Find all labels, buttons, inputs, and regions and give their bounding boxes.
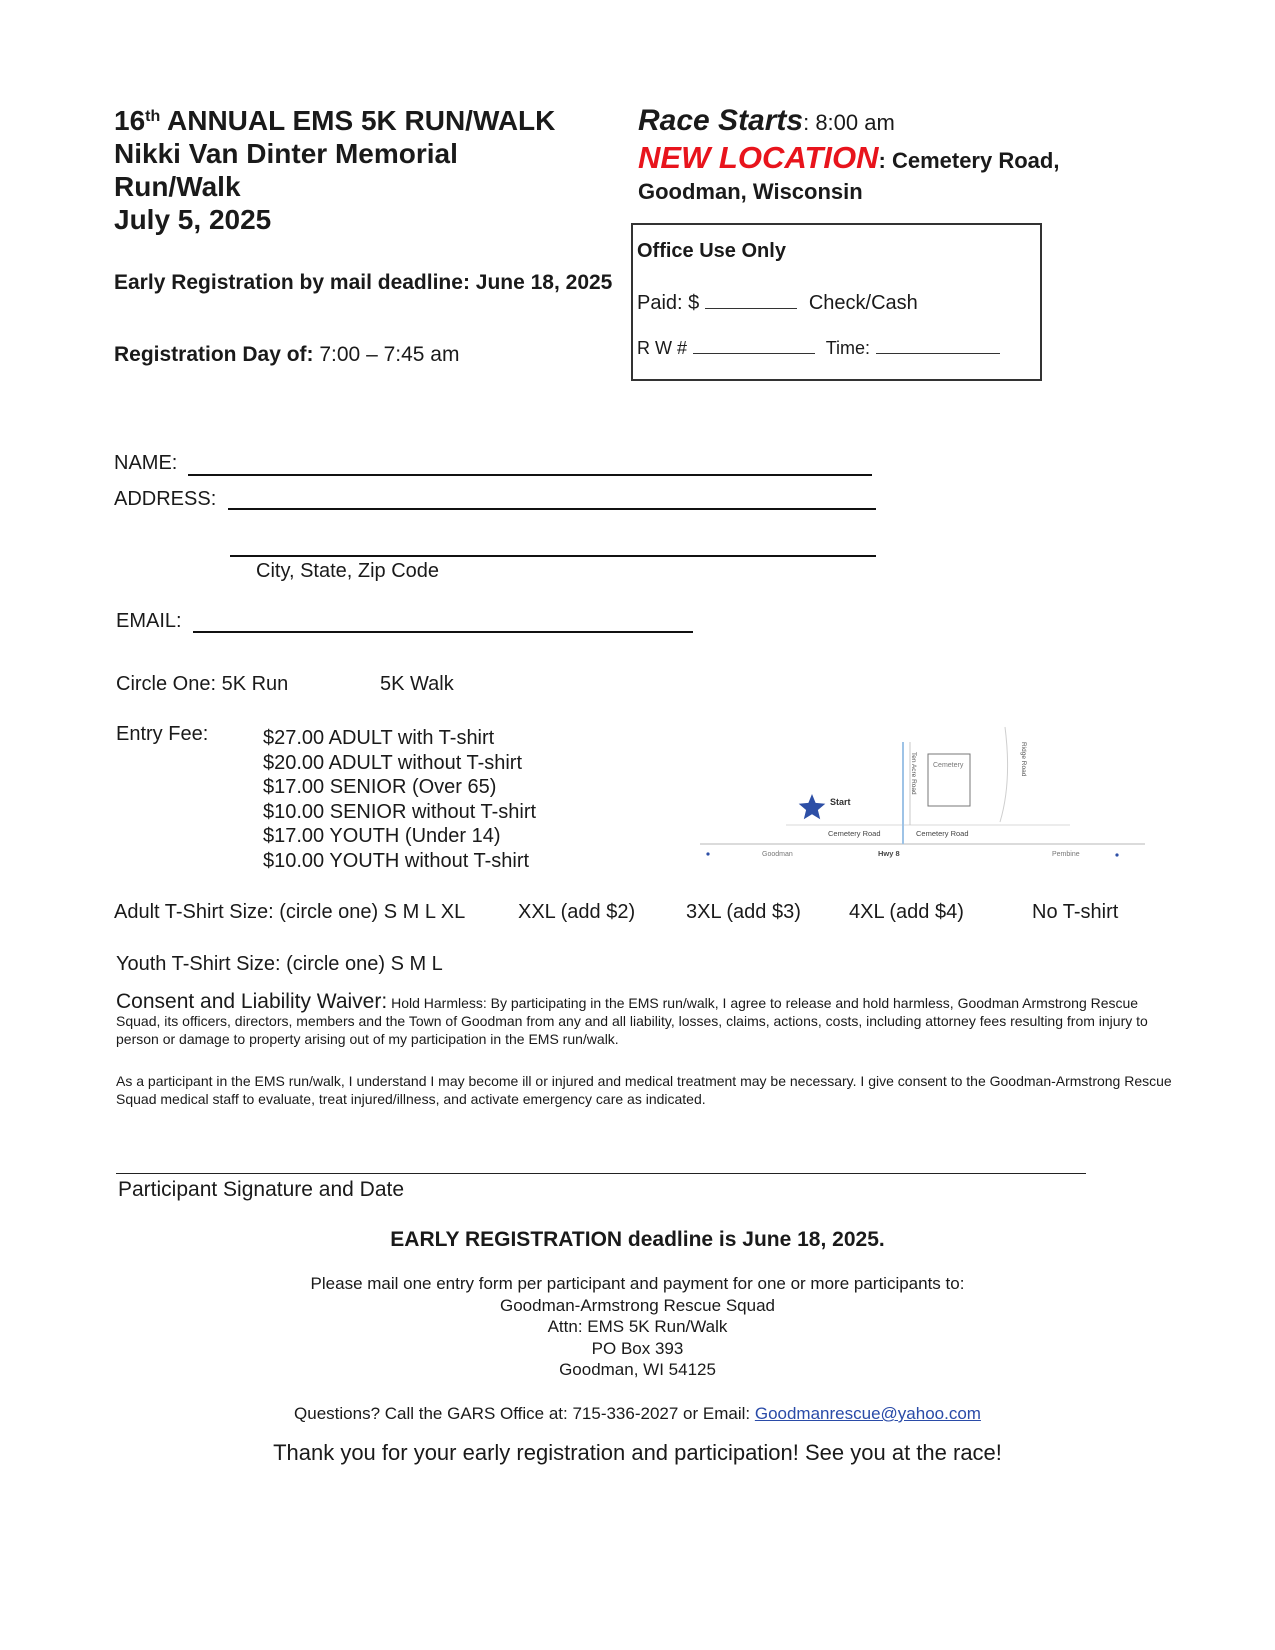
mail-line: PO Box 393 (591, 1338, 684, 1358)
option-5k-walk[interactable]: 5K Walk (380, 673, 454, 695)
fee-list (263, 726, 536, 873)
liability-waiver: Consent and Liability Waiver: Hold Harmless: By participating in the EMS run/walk, I agree to release and hold harmless, Goodman Armstrong Rescue Squad, its officers, directors, members and the Town of Goodman from any and all liability, losses, claims, actions, costs, including attorney fees resulting from injury to person or damage to property arising out of my participation in the EMS run/walk. (116, 990, 1148, 1047)
map-cemetery-road-label: Cemetery Road (916, 829, 969, 838)
questions-line: Questions? Call the GARS Office at: 715-336-2027 or Email: Goodmanrescue@yahoo.com (294, 1404, 981, 1423)
route-map (700, 722, 1145, 877)
address-field[interactable] (228, 508, 876, 510)
map-pembine-label: Pembine (1052, 851, 1080, 858)
youth-tshirt-size[interactable]: Youth T-Shirt Size: (circle one) S M L (116, 953, 443, 975)
name-label: NAME: (114, 452, 178, 474)
size-xxl-option[interactable]: XXL (add $2) (518, 901, 636, 923)
size-3xl-option[interactable]: 3XL (add $3) (686, 901, 801, 923)
mail-line: Goodman, WI 54125 (559, 1360, 716, 1379)
event-subtitle-1: Nikki Van Dinter Memorial (114, 138, 458, 169)
map-ridge-road-label: Ridge Road (1020, 742, 1027, 777)
fee-item: $17.00 YOUTH (Under 14) (263, 825, 501, 847)
email-label: EMAIL: (116, 610, 182, 632)
registration-day: Registration Day of: 7:00 – 7:45 am (114, 343, 460, 366)
new-location: NEW LOCATION: Cemetery Road, (638, 140, 1060, 175)
mail-line: Goodman-Armstrong Rescue Squad (500, 1295, 775, 1315)
fee-item: $10.00 YOUTH without T-shirt (263, 849, 530, 872)
mail-line: Please mail one entry form per participant and payment for one or more participants to: (310, 1274, 965, 1293)
event-subtitle-2: Run/Walk (114, 171, 241, 202)
map-hwy-label: Hwy 8 (878, 849, 900, 858)
fee-item: $20.00 ADULT without T-shirt (263, 751, 523, 774)
office-rw-row: R W # Time: (637, 338, 1006, 359)
time-blank (876, 352, 1000, 354)
race-start-time: Race Starts: 8:00 am (638, 104, 895, 137)
no-tshirt-option[interactable]: No T-shirt (1032, 901, 1119, 923)
map-cemetery-road-label: Cemetery Road (828, 829, 881, 838)
office-paid-row: Paid: $ Check/Cash (637, 292, 918, 314)
city-state-zip-label: City, State, Zip Code (256, 560, 440, 582)
address-label: ADDRESS: (114, 488, 217, 510)
goodman-dot (706, 852, 709, 855)
map-cemetery-label: Cemetery (933, 762, 964, 769)
rw-blank (693, 352, 815, 354)
signature-label: Participant Signature and Date (118, 1178, 405, 1201)
name-field[interactable] (188, 474, 872, 476)
medical-consent: As a participant in the EMS run/walk, I understand I may become ill or injured and medical treatment may be necessary. I give consent to the Goodman-Armstrong Rescue Squad medical staff to evaluate, treat injured/illness, and activate emergency care as indicated. (116, 1073, 1172, 1107)
entry-fee-label: Entry Fee: (116, 723, 209, 745)
address-line-2-field[interactable] (230, 555, 876, 557)
fee-item: $10.00 SENIOR without T-shirt (263, 800, 537, 823)
event-title: 16th ANNUAL EMS 5K RUN/WALK (114, 105, 556, 136)
mailing-address (0, 1273, 1275, 1381)
mail-line: Attn: EMS 5K Run/Walk (547, 1317, 728, 1336)
event-date: July 5, 2025 (114, 204, 272, 235)
email-link[interactable]: Goodmanrescue@yahoo.com (754, 1404, 981, 1423)
start-star-icon (799, 794, 826, 819)
map-goodman-label: Goodman (762, 851, 793, 858)
email-field[interactable] (193, 631, 693, 633)
map-start-label: Start (830, 797, 851, 807)
early-registration-deadline: Early Registration by mail deadline: June 18, 2025 (114, 271, 613, 294)
pembine-dot (1115, 853, 1118, 856)
location-city: Goodman, Wisconsin (638, 179, 863, 204)
adult-tshirt-size[interactable]: Adult T-Shirt Size: (circle one) S M L XL (114, 901, 466, 923)
early-registration-footer: EARLY REGISTRATION deadline is June 18, 2025. (390, 1228, 885, 1251)
thank-you-message: Thank you for your early registration and participation! See you at the race! (273, 1440, 1002, 1465)
paid-blank (705, 307, 797, 309)
fee-item: $17.00 SENIOR (Over 65) (263, 776, 497, 798)
map-ten-acre-road-label: Ten Acre Road (910, 752, 917, 795)
size-4xl-option[interactable]: 4XL (add $4) (849, 901, 964, 923)
circle-one-5k-run[interactable]: Circle One: 5K Run (116, 673, 289, 695)
office-use-title: Office Use Only (637, 240, 786, 262)
fee-item: $27.00 ADULT with T-shirt (263, 727, 495, 749)
signature-field[interactable] (116, 1173, 1086, 1174)
event-title-block (114, 104, 614, 236)
